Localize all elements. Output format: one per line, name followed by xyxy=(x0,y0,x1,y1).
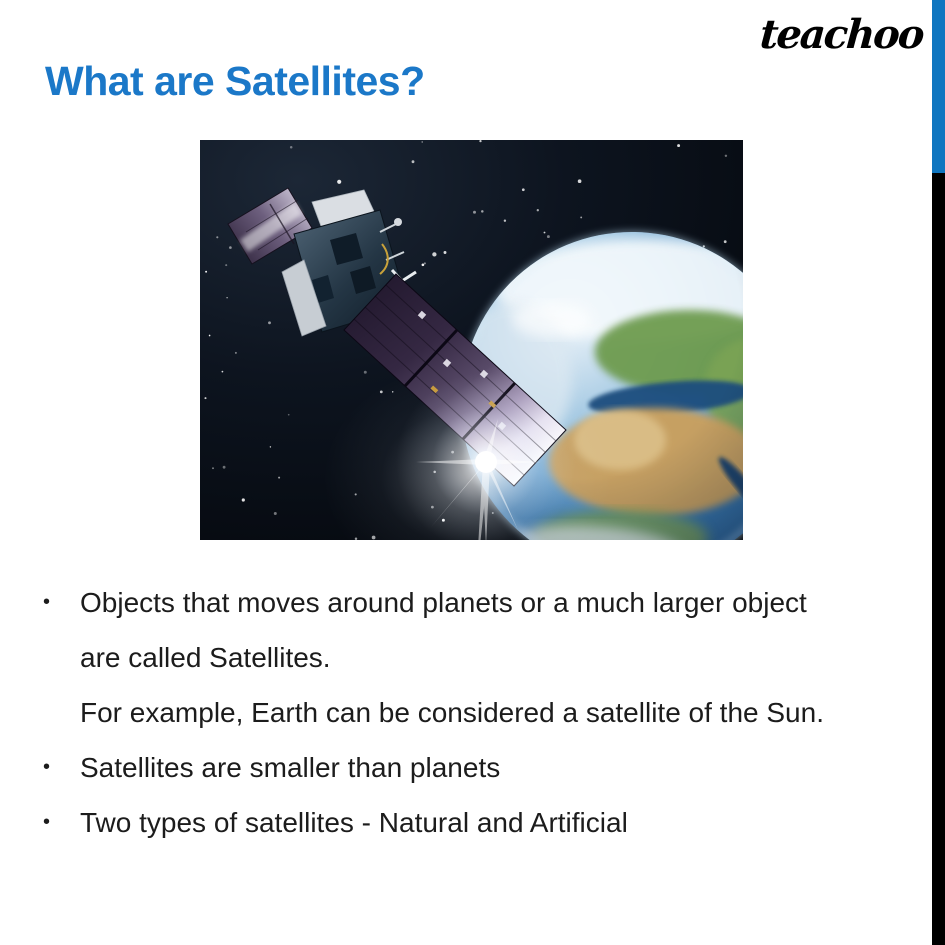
bullet-item xyxy=(0,795,900,850)
bullet-item xyxy=(0,575,900,630)
teachoo-logo: teachoo xyxy=(758,11,925,58)
bullet-icon: • xyxy=(43,811,51,833)
bullet-icon: • xyxy=(43,756,51,778)
page-title: What are Satellites? xyxy=(45,58,425,104)
bullet-list xyxy=(0,575,900,850)
bullet-text: Objects that moves around planets or a much larger object xyxy=(80,587,807,618)
bullet-text: For example, Earth can be considered a satellite of the Sun. xyxy=(80,697,824,728)
bullet-icon: • xyxy=(43,591,51,613)
satellite-earth-photo xyxy=(200,140,743,540)
right-edge-blue-bar xyxy=(932,0,945,173)
satellite-earth-illustration xyxy=(200,140,743,540)
bullet-item xyxy=(0,740,900,795)
bullet-text: are called Satellites. xyxy=(80,642,331,673)
bullet-text: Satellites are smaller than planets xyxy=(80,752,501,783)
bullet-item-continuation xyxy=(0,630,900,685)
bullet-text: Two types of satellites - Natural and Artificial xyxy=(80,807,628,838)
bullet-item-continuation xyxy=(0,685,900,740)
right-edge-black-bar xyxy=(932,173,945,945)
